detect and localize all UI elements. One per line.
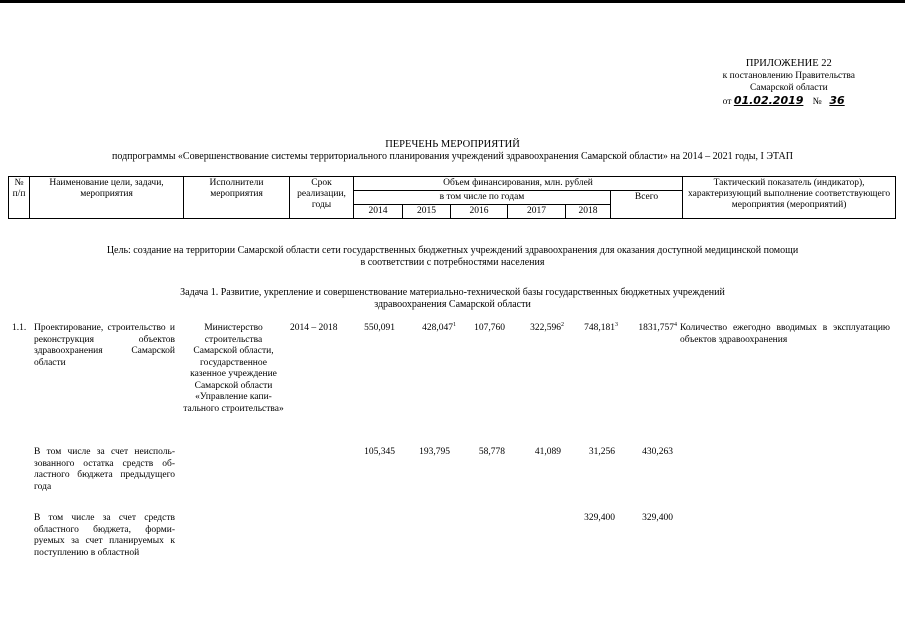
- row-number: 1.1.: [12, 323, 27, 333]
- value-total: 1831,757$^4$: [638, 321, 677, 333]
- task-line-2: здравоохранения Самарской области: [374, 299, 531, 310]
- header-name: Наименование цели, задачи, мероприятия: [30, 177, 184, 219]
- header-financing-by-year: в том числе по годам: [354, 191, 611, 205]
- row-term: 2014 – 2018: [290, 323, 338, 333]
- document-subtitle: подпрограммы «Совершенствование системы территориального планирования учреждений здравоохранения Самарской области» на 2014 – 2021 годы, I ЭТАП: [112, 151, 793, 162]
- top-border-line: [0, 0, 905, 3]
- goal-line-1: Цель: создание на территории Самарской области сети государственных бюджетных учреждений здравоохранения для оказания доступной медицинской помощи: [106, 245, 799, 256]
- appendix-signature-line: [723, 95, 855, 108]
- goal-text: [0, 245, 905, 269]
- value-2017: 322,596$^2$: [530, 321, 564, 333]
- value-2016: 58,778: [478, 447, 505, 457]
- value-2016: 107,760: [474, 323, 505, 333]
- value-2014: 105,345: [364, 447, 395, 457]
- goal-line-2: в соответствии с потребностями населения: [360, 257, 545, 268]
- value-2018: 31,256: [588, 447, 615, 457]
- appendix-title: ПРИЛОЖЕНИЕ 22: [745, 58, 832, 69]
- header-indicator: Тактический показатель (индикатор), характеризующий выполнение соответствующего мероприятия (мероприятий): [683, 177, 896, 219]
- value-2014: 550,091: [364, 323, 395, 333]
- header-year: 2016: [451, 205, 508, 219]
- date-prefix: от: [722, 97, 732, 107]
- header-num: № п/п: [9, 177, 30, 219]
- table-header: [8, 176, 896, 219]
- row-executors: Министерство строительства Самарской области, государственное казенное учреждение Самарской области «Управление капитального строительства»: [183, 323, 284, 414]
- value-2018: 329,400: [584, 513, 615, 523]
- row-indicator: Количество ежегодно вводимых в эксплуатацию объектов здравоохранения: [680, 323, 890, 345]
- appendix-line1: к постановлению Правительства: [722, 71, 855, 81]
- header-year: 2018: [566, 205, 611, 219]
- appendix-block: [723, 58, 855, 108]
- number-prefix: №: [812, 97, 822, 107]
- document-title: ПЕРЕЧЕНЬ МЕРОПРИЯТИЙ: [385, 139, 520, 150]
- value-2015: 193,795: [419, 447, 450, 457]
- value-total: 430,263: [642, 447, 673, 457]
- value-total: 329,400: [642, 513, 673, 523]
- handwritten-date: 01.02.2019: [733, 94, 804, 107]
- task-line-1: Задача 1. Развитие, укрепление и совершенствование материально-технической базы государственных бюджетных учреждений: [180, 287, 725, 298]
- task-text: [0, 287, 905, 311]
- header-financing: Объем финансирования, млн. рублей: [354, 177, 683, 191]
- row-name: Проектирование, строительство и реконструкция объектов здравоохранения Самарской области: [34, 323, 175, 368]
- header-year: 2015: [403, 205, 451, 219]
- value-2018: 748,181$^3$: [584, 321, 618, 333]
- header-year: 2017: [508, 205, 566, 219]
- row-name: В том числе за счет средств областного бюджета, формируемых за счет планируемых к поступлению в областной: [34, 513, 175, 558]
- header-term: Срок реализации, годы: [290, 177, 354, 219]
- header-total: Всего: [611, 191, 683, 219]
- row-name: В том числе за счет неиспользованного остатка средств областного бюджета предыдущего года: [34, 447, 175, 492]
- header-year: 2014: [354, 205, 403, 219]
- handwritten-number: 36: [829, 94, 845, 107]
- header-executors: Исполнители мероприятия: [184, 177, 290, 219]
- appendix-line2: Самарской области: [749, 83, 828, 93]
- value-2015: 428,047$^1$: [422, 321, 456, 333]
- value-2017: 41,089: [534, 447, 561, 457]
